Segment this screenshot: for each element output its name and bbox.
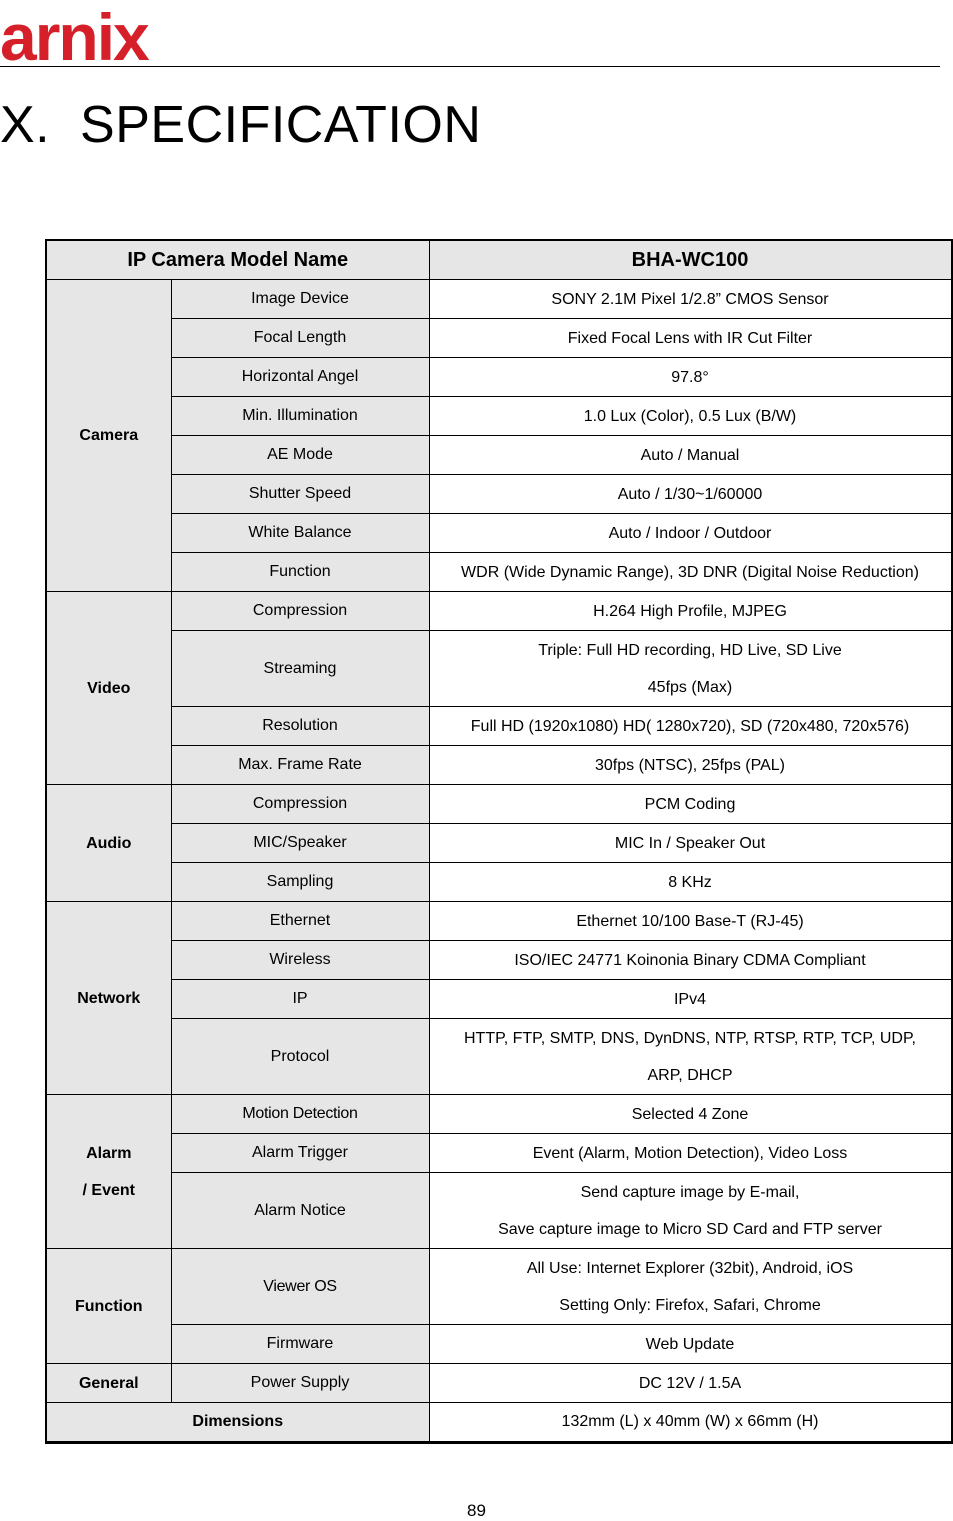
value-cell [429,319,952,358]
spec-table-body [46,240,952,1443]
table-row [46,824,952,863]
value-cell [429,1019,952,1095]
feature-cell: Wireless [171,941,429,980]
value-line: PCM Coding [644,795,736,813]
value-line: Auto / Indoor / Outdoor [608,524,772,542]
table-row [46,1325,952,1364]
value-cell [429,280,952,319]
feature-cell: White Balance [171,514,429,553]
feature-cell: Streaming [171,631,429,707]
value-line: 45fps (Max) [647,678,733,696]
feature-cell: Protocol [171,1019,429,1095]
value-line: DC 12V / 1.5A [638,1374,742,1392]
feature-cell: Shutter Speed [171,475,429,514]
feature-cell: Compression [171,785,429,824]
feature-cell: Viewer OS [171,1249,429,1325]
model-name-value: BHA-WC100 [429,240,952,280]
value-cell [429,475,952,514]
table-row [46,707,952,746]
value-cell [429,707,952,746]
value-cell [429,553,952,592]
feature-cell: MIC/Speaker [171,824,429,863]
feature-cell: Function [171,553,429,592]
arnix-logo [0,0,175,66]
value-line: Ethernet 10/100 Base-T (RJ-45) [576,912,804,930]
value-cell [429,824,952,863]
value-line: Auto / Manual [640,446,740,464]
feature-cell: Power Supply [171,1364,429,1403]
table-row [46,1134,952,1173]
feature-cell: Ethernet [171,902,429,941]
feature-cell: Max. Frame Rate [171,746,429,785]
feature-cell: Alarm Trigger [171,1134,429,1173]
feature-cell: Sampling [171,863,429,902]
table-row [46,514,952,553]
value-line: Full HD (1920x1080) HD( 1280x720), SD (720x480, 720x576) [470,717,910,735]
dimensions-value: 132mm (L) x 40mm (W) x 66mm (H) [429,1403,952,1443]
value-cell [429,785,952,824]
value-line: H.264 High Profile, MJPEG [593,602,787,620]
dimensions-label: Dimensions [46,1403,429,1443]
value-cell [429,397,952,436]
feature-cell: Firmware [171,1325,429,1364]
value-line: Web Update [645,1335,735,1353]
table-row [46,592,952,631]
table-row [46,358,952,397]
table-row [46,980,952,1019]
value-line: SONY 2.1M Pixel 1/2.8” CMOS Sensor [551,290,829,308]
page-header [0,0,940,67]
value-cell [429,436,952,475]
feature-cell: Min. Illumination [171,397,429,436]
feature-cell: Image Device [171,280,429,319]
category-cell [46,902,171,1095]
value-cell [429,592,952,631]
table-row [46,863,952,902]
value-line: Auto / 1/30~1/60000 [617,485,763,503]
feature-cell: Motion Detection [171,1095,429,1134]
table-row [46,785,952,824]
value-cell [429,1249,952,1325]
value-line: 30fps (NTSC), 25fps (PAL) [595,756,785,774]
value-cell [429,631,952,707]
value-cell [429,1364,952,1403]
value-line: WDR (Wide Dynamic Range), 3D DNR (Digital Noise Reduction) [461,563,919,581]
category-label: General [78,1374,139,1392]
feature-cell: AE Mode [171,436,429,475]
table-row [46,553,952,592]
table-row [46,941,952,980]
table-row [46,746,952,785]
value-line: Event (Alarm, Motion Detection), Video Loss [532,1144,848,1162]
table-row [46,475,952,514]
feature-cell: Focal Length [171,319,429,358]
category-cell [46,1095,171,1249]
feature-cell: IP [171,980,429,1019]
feature-cell: Resolution [171,707,429,746]
value-line: 97.8° [671,368,709,386]
value-cell [429,514,952,553]
table-row [46,1364,952,1403]
category-label: Network [77,989,141,1007]
category-cell [46,280,171,592]
value-line: All Use: Internet Explorer (32bit), Android, iOS [526,1259,854,1277]
feature-cell: Compression [171,592,429,631]
table-row [46,631,952,707]
value-cell [429,902,952,941]
category-cell [46,1364,171,1403]
feature-cell: Alarm Notice [171,1173,429,1249]
value-cell [429,980,952,1019]
category-label: Audio [86,834,132,852]
table-row [46,397,952,436]
table-row [46,1173,952,1249]
value-line: Triple: Full HD recording, HD Live, SD Live [538,641,842,659]
category-label: Video [87,679,131,697]
value-cell [429,1325,952,1364]
model-name-label: IP Camera Model Name [46,240,429,280]
value-line: 1.0 Lux (Color), 0.5 Lux (B/W) [583,407,797,425]
value-cell [429,746,952,785]
value-line: Selected 4 Zone [631,1105,749,1123]
value-line: Fixed Focal Lens with IR Cut Filter [567,329,813,347]
page-title [0,95,481,155]
table-row [46,436,952,475]
value-cell [429,1173,952,1249]
category-label: / Event [82,1181,135,1199]
value-line: Send capture image by E-mail, [580,1183,800,1201]
specification-table [45,239,953,1444]
category-cell [46,592,171,785]
section-title: SPECIFICATION [80,96,482,154]
value-line: Save capture image to Micro SD Card and FTP server [498,1220,882,1238]
table-row [46,1095,952,1134]
page-number: 89 [467,1501,486,1520]
category-cell [46,1249,171,1364]
value-line: ARP, DHCP [647,1066,733,1084]
value-line: ISO/IEC 24771 Koinonia Binary CDMA Compliant [514,951,866,969]
table-row [46,902,952,941]
value-line: MIC In / Speaker Out [614,834,766,852]
value-line: IPv4 [673,990,706,1008]
table-row [46,1019,952,1095]
value-cell [429,1134,952,1173]
table-row [46,319,952,358]
value-cell [429,1095,952,1134]
value-cell [429,941,952,980]
dimensions-row [46,1403,952,1443]
category-label: Alarm [86,1144,132,1162]
value-cell [429,358,952,397]
logo-text: arnix [0,0,148,66]
value-line: Setting Only: Firefox, Safari, Chrome [559,1296,821,1314]
value-line: HTTP, FTP, SMTP, DNS, DynDNS, NTP, RTSP, RTP, TCP, UDP, [464,1029,916,1047]
value-line: 8 KHz [668,873,712,891]
table-header-row [46,240,952,280]
feature-cell: Horizontal Angel [171,358,429,397]
category-cell [46,785,171,902]
section-number: X. [0,96,51,154]
table-row [46,280,952,319]
category-label: Camera [79,427,139,444]
category-label: Function [74,1297,143,1315]
value-cell [429,863,952,902]
table-row [46,1249,952,1325]
